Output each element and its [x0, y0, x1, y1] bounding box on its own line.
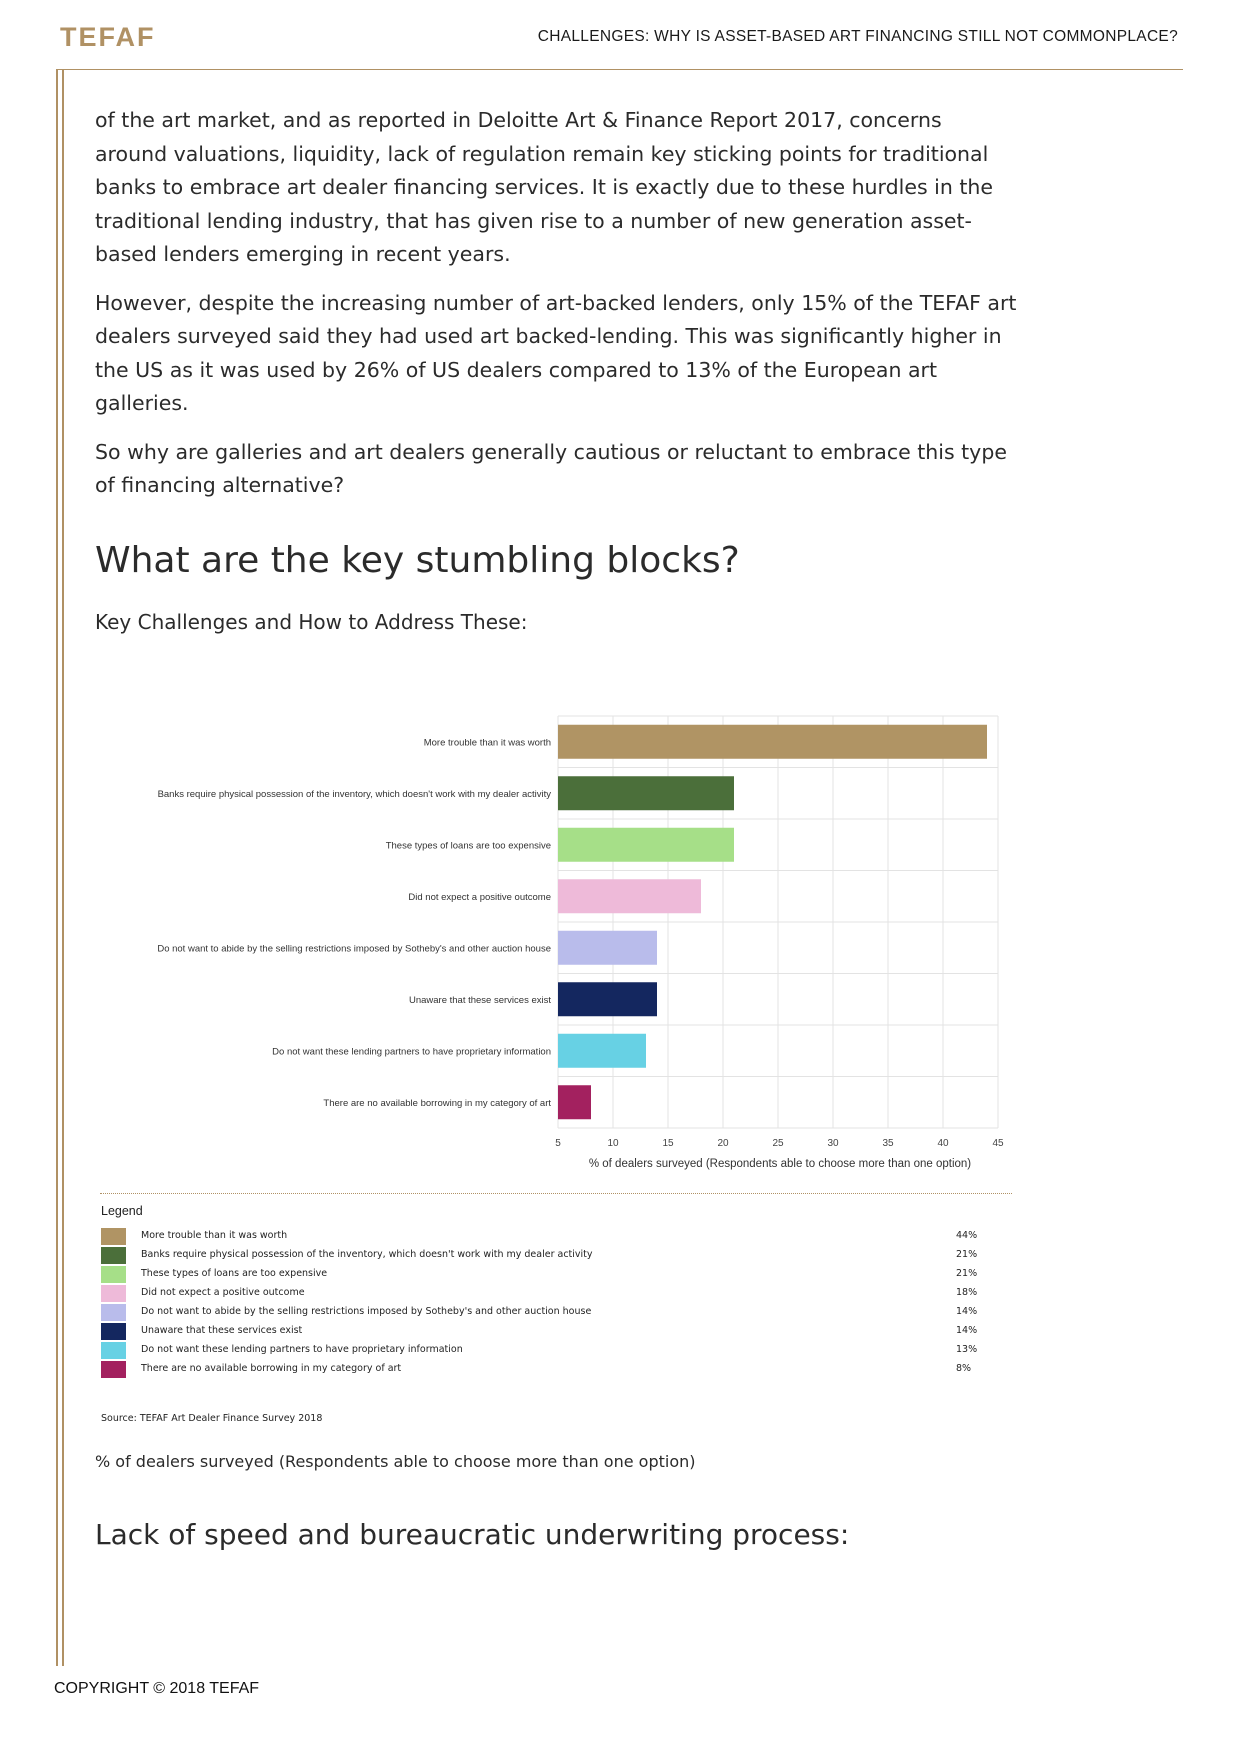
legend-divider: [100, 1193, 1012, 1194]
bar: [558, 725, 987, 759]
x-tick-label: 35: [882, 1138, 894, 1149]
header-rule: [56, 69, 1183, 70]
legend-label: There are no available borrowing in my category of art: [141, 1363, 402, 1374]
bar: [558, 1034, 646, 1068]
legend-value: 21%: [956, 1268, 978, 1279]
bar: [558, 982, 657, 1016]
legend-swatch: [101, 1247, 126, 1264]
running-header-title: CHALLENGES: WHY IS ASSET-BASED ART FINANCING STILL NOT COMMONPLACE?: [537, 28, 1178, 45]
legend-swatch: [101, 1228, 126, 1245]
category-label: There are no available borrowing in my category of art: [323, 1097, 551, 1109]
legend-item: [101, 1322, 981, 1341]
tefaf-logo: TEFAF: [60, 22, 156, 52]
legend-swatch: [101, 1361, 126, 1378]
x-tick-label: 20: [717, 1138, 729, 1149]
legend-value: 8%: [956, 1363, 972, 1374]
category-label: Unaware that these services exist: [408, 994, 551, 1006]
legend-label: Do not want these lending partners to have proprietary information: [141, 1344, 463, 1355]
x-axis-title: % of dealers surveyed (Respondents able to choose more than one option): [588, 1158, 972, 1170]
legend-item: [101, 1265, 981, 1284]
legend-value: 44%: [956, 1230, 978, 1241]
body-paragraph: of the art market, and as reported in Deloitte Art & Finance Report 2017, concerns around valuations, liquidity, lack of regulation remain key sticking points for traditional banks to embrace art dealer financing services. It is exactly due to these hurdles in the traditional lending industry, that has given rise to a number of new generation asset-based lenders emerging in recent years.: [95, 108, 993, 266]
category-label: Did not expect a positive outcome: [408, 891, 551, 903]
legend-swatch: [101, 1323, 126, 1340]
body-paragraphs: [95, 104, 1020, 518]
copyright: COPYRIGHT © 2018 TEFAF: [54, 1680, 260, 1697]
x-tick-label: 45: [992, 1138, 1004, 1149]
category-label: More trouble than it was worth: [423, 737, 551, 749]
category-label: Banks require physical possession of the inventory, which doesn't work with my dealer activity: [157, 788, 551, 800]
legend-value: 14%: [956, 1325, 978, 1336]
legend-swatch: [101, 1342, 126, 1359]
legend-label: Unaware that these services exist: [141, 1325, 303, 1336]
x-tick-label: 30: [827, 1138, 839, 1149]
legend-swatch: [101, 1304, 126, 1321]
legend-item: [101, 1341, 981, 1360]
legend-item: [101, 1246, 981, 1265]
bar: [558, 828, 734, 862]
category-label: These types of loans are too expensive: [385, 840, 551, 852]
legend-value: 18%: [956, 1287, 978, 1298]
bar-chart: [100, 700, 1020, 1180]
x-tick-label: 10: [607, 1138, 619, 1149]
legend-item: [101, 1284, 981, 1303]
x-tick-label: 15: [662, 1138, 674, 1149]
legend-value: 21%: [956, 1249, 978, 1260]
legend-swatch: [101, 1285, 126, 1302]
section-subheading: Key Challenges and How to Address These:: [95, 610, 528, 634]
body-paragraph: So why are galleries and art dealers generally cautious or reluctant to embrace this type of financing alternative?: [95, 439, 1007, 497]
bar: [558, 879, 701, 913]
legend-label: Did not expect a positive outcome: [141, 1287, 305, 1298]
legend-label: Do not want to abide by the selling restrictions imposed by Sotheby's and other auction house: [141, 1306, 592, 1317]
legend-item: [101, 1303, 981, 1322]
next-section-heading: Lack of speed and bureaucratic underwriting process:: [95, 1518, 850, 1551]
bar: [558, 1085, 591, 1119]
category-label: Do not want to abide by the selling restrictions imposed by Sotheby's and other auction house: [157, 943, 551, 955]
legend: [101, 1227, 981, 1379]
legend-label: These types of loans are too expensive: [141, 1268, 328, 1279]
x-tick-label: 40: [937, 1138, 949, 1149]
body-paragraph: However, despite the increasing number of art-backed lenders, only 15% of the TEFAF art dealers surveyed said they had used art backed-lending. This was significantly higher in the US as it was used by 26% of US dealers compared to 13% of the European art galleries.: [95, 290, 1017, 415]
category-label: Do not want these lending partners to have proprietary information: [272, 1046, 551, 1058]
chart-source: Source: TEFAF Art Dealer Finance Survey 2018: [101, 1413, 323, 1424]
legend-value: 13%: [956, 1344, 978, 1355]
legend-title: Legend: [101, 1204, 143, 1218]
legend-swatch: [101, 1266, 126, 1283]
bar: [558, 931, 657, 965]
section-heading: What are the key stumbling blocks?: [95, 540, 740, 581]
legend-item: [101, 1360, 981, 1379]
legend-label: Banks require physical possession of the inventory, which doesn't work with my dealer activity: [141, 1249, 593, 1260]
margin-rule-inner: [62, 70, 64, 1666]
x-tick-label: 5: [555, 1138, 561, 1149]
chart-caption: % of dealers surveyed (Respondents able to choose more than one option): [95, 1452, 696, 1471]
legend-label: More trouble than it was worth: [141, 1230, 288, 1241]
bar: [558, 776, 734, 810]
legend-value: 14%: [956, 1306, 978, 1317]
margin-rule-outer: [56, 70, 58, 1666]
x-tick-label: 25: [772, 1138, 784, 1149]
legend-item: [101, 1227, 981, 1246]
